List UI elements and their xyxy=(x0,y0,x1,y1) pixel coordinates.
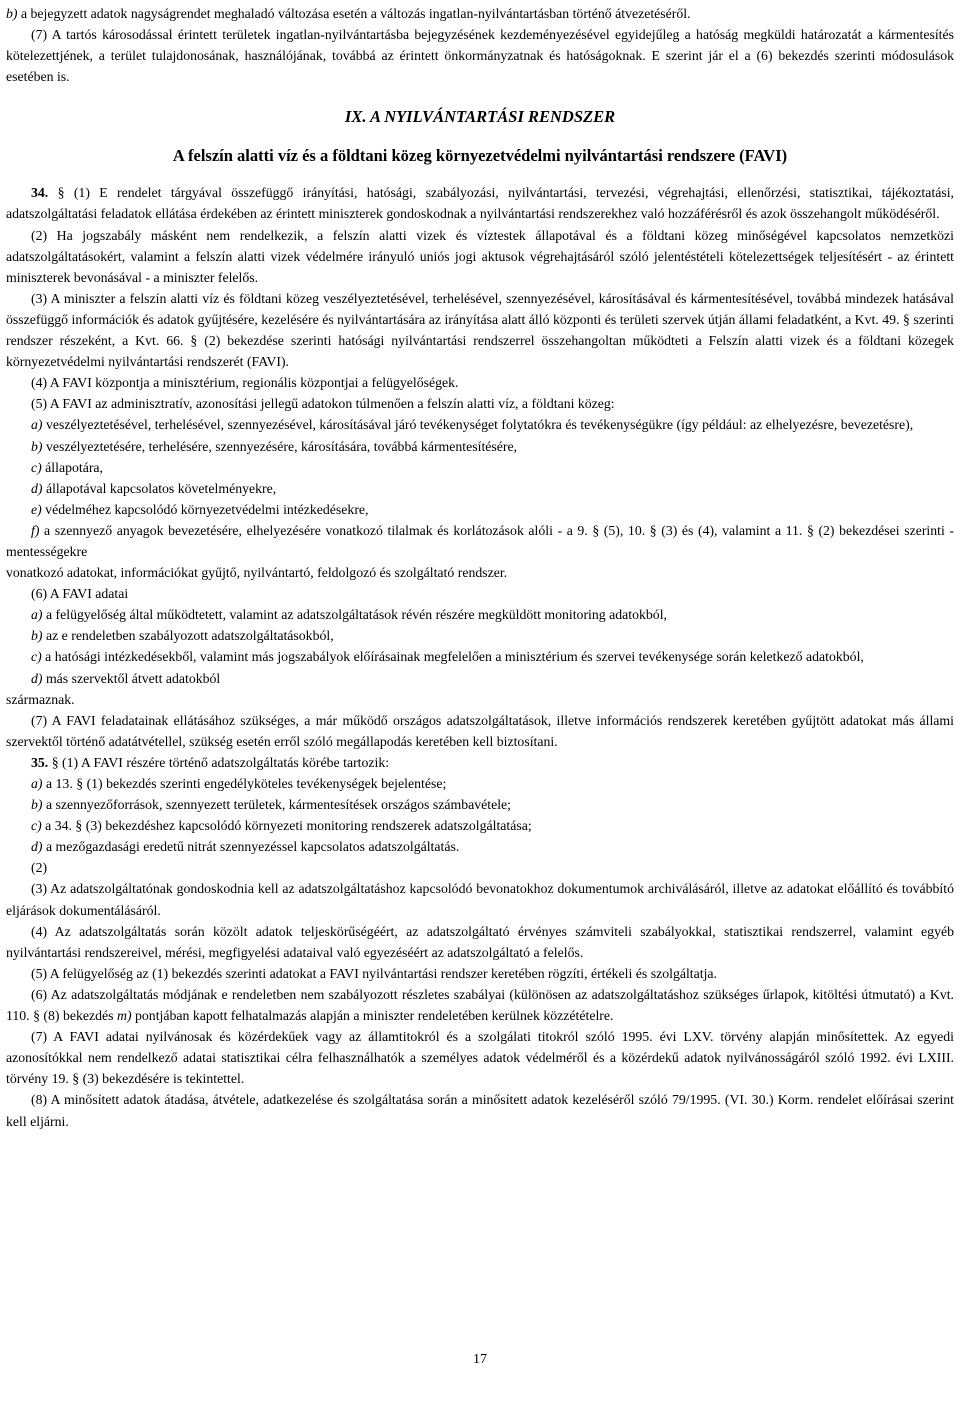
section-35-paragraph-5: (5) A felügyelőség az (1) bekezdés szerinti adatokat a FAVI nyilvántartási rendszer keretében rögzíti, értékeli és szolgáltatja. xyxy=(31,965,717,981)
list-label: e) xyxy=(31,501,42,517)
paragraph-tail: származnak. xyxy=(6,691,75,707)
section-34-paragraph-4: (4) A FAVI központja a minisztérium, regionális központjai a felügyelőségek. xyxy=(31,375,459,391)
list-item-a xyxy=(6,414,954,435)
list-text: a hatósági intézkedésekből, valamint más jogszabályok előírásainak megfelelően a minisztérium és szervei tevékenysége során keletkező adatokból, xyxy=(41,649,864,665)
list-text: állapotára, xyxy=(41,459,104,475)
section-35-paragraph-7: (7) A FAVI adatai nyilvánosak és közérdekűek vagy az államtitokról és a szolgálati titokról szóló 1995. évi LXV. törvény alapján minősítettek. Az egyedi azonosítókkal nem rendelkező adatai statisztikai célra felhasználhatók a személyes adatok védelméről és a közérdekű adatok nyilvánosságáról szóló 1992. évi LXIII. törvény 19. § (3) bekezdésére is tekintettel. xyxy=(6,1029,954,1087)
section-35-paragraph-1 xyxy=(6,752,954,773)
list-label: b) xyxy=(31,438,43,454)
document-page xyxy=(6,3,954,1132)
paragraph-b xyxy=(6,3,954,24)
list-item-a xyxy=(6,773,954,794)
list-text: állapotával kapcsolatos követelményekre, xyxy=(42,480,277,496)
section-34-paragraph-5: (5) A FAVI az adminisztratív, azonosítási jellegű adatokon túlmenően a felszín alatti víz, a földtani közeg: xyxy=(31,396,615,412)
list-label: f) xyxy=(31,522,40,538)
list-label: a) xyxy=(31,776,43,791)
paragraph-7: (7) A tartós károsodással érintett területek ingatlan-nyilvántartásba bejegyzésének kezdeményezésével egyidejűleg a hatóság megküldi határozatát a kármentesítés kötelezettjének, a terület tulajdonosának, használójának, továbbá az érintett önkormányzatnak és hatóságoknak. E szerint jár el a (6) bekezdés szerinti módosulások esetében is. xyxy=(6,27,954,85)
section-35-paragraph-4: (4) Az adatszolgáltatás során közölt adatok teljeskörűségéért, az adatszolgáltató érvényes számviteli szabályokkal, statisztikai rendszerrel, valamint egyéb nyilvántartási rendszereivel, mérési, megfigyelési adataival való egyezéséért az adatszolgáltató a felelős. xyxy=(6,923,954,960)
page-number: 17 xyxy=(473,1352,487,1367)
list-label: a) xyxy=(31,417,43,433)
section-34-paragraph-1 xyxy=(6,182,954,224)
list-label: b) xyxy=(31,628,43,644)
section-number: 34. xyxy=(31,185,49,201)
list-item-d xyxy=(6,668,954,689)
paragraph-text: § (1) A FAVI részére történő adatszolgáltatás körébe tartozik: xyxy=(48,754,390,770)
list-text: veszélyeztetésére, terhelésére, szennyezésére, károsítására, továbbá kármentesítésére, xyxy=(42,438,518,454)
list-text: a mezőgazdasági eredetű nitrát szennyezéssel kapcsolatos adatszolgáltatás. xyxy=(42,839,460,855)
list-label: a) xyxy=(31,607,43,623)
list-label: c) xyxy=(31,459,42,475)
section-35-paragraph-8: (8) A minősített adatok átadása, átvétele, adatkezelése és szolgáltatása során a minősített adatok kezeléséről szóló 79/1995. (VI. 30.) Korm. rendelet előírásai szerint kell eljárni. xyxy=(6,1092,954,1129)
list-item-d xyxy=(6,478,954,499)
list-label: b) xyxy=(6,6,18,21)
paragraph-text: § (1) E rendelet tárgyával összefüggő irányítási, hatósági, szabályozási, nyilvántartási, tervezési, végrehajtási, ellenőrzési, statisztikai, tájékoztatási, adatszolgáltatási feladatok ellátása érdekében az érintett miniszterek gondoskodnak a nyilvántartási rendszerekhez való hozzáférésről és azok összehangolt működéséről. xyxy=(6,185,954,222)
section-34-paragraph-3: (3) A miniszter a felszín alatti víz és földtani közeg veszélyeztetésével, terhelésével, szennyezésével, károsításával és kármentesítésével, továbbá mindezek hatásával összefüggő információk és adatok gyűjtésére, kezelésére és nyilvántartására az irányítása alatt álló központi és területi szervek útján állami feladatként, a Kvt. 49. § szerinti rendszer részeként, a Kvt. 66. § (2) bekezdése szerinti hatósági nyilvántartási rendszerrel összehangoltan működteti a Felszín alatti vizek és a földtani közegek környezetvédelmi nyilvántartási rendszerét (FAVI). xyxy=(6,290,954,370)
section-34-paragraph-7: (7) A FAVI feladatainak ellátásához szükséges, a már működő országos adatszolgáltatások, illetve információs rendszerek keretében gyűjtött adatokat más állami szervektől történő adatátvétellel, szükség esetén erről szóló megállapodás keretében kell biztosítani. xyxy=(6,712,954,749)
section-35-paragraph-6 xyxy=(6,984,954,1026)
section-35-paragraph-3: (3) Az adatszolgáltatónak gondoskodnia kell az adatszolgáltatáshoz kapcsolódó bevonatokhoz dokumentumok archiválásáról, illetve az adatokat előállító és továbbító eljárások dokumentálásáról. xyxy=(6,881,954,918)
list-text: a szennyezőforrások, szennyezett területek, kármentesítések országos számbavétele; xyxy=(42,797,512,813)
list-item-c xyxy=(6,646,954,667)
paragraph-text: pontjában kapott felhatalmazás alapján a miniszter rendeletében kerülnek közzétételre. xyxy=(131,1008,614,1024)
list-text: veszélyeztetésével, terhelésével, szennyezésével, károsításával járó tevékenységet folytatókra és tevékenységükre (így például: az elhelyezésre, bevezetésre), xyxy=(42,417,914,433)
list-text: más szervektől átvett adatokból xyxy=(42,670,221,686)
list-item-b xyxy=(6,794,954,815)
list-item-b xyxy=(6,625,954,646)
point-label: m) xyxy=(116,1008,132,1024)
section-number: 35. xyxy=(31,754,49,770)
list-label: d) xyxy=(31,480,43,496)
list-item-d xyxy=(6,836,954,857)
list-text: a felügyelőség által működtetett, valamint az adatszolgáltatások révén részére megküldött monitoring adatokból, xyxy=(42,607,667,623)
list-item-f xyxy=(6,520,954,562)
paragraph-text: a bejegyzett adatok nagyságrendet meghaladó változása esetén a változás ingatlan-nyilvántartásban történő átvezetéséről. xyxy=(17,6,691,21)
list-text: a 13. § (1) bekezdés szerinti engedélyköteles tevékenységek bejelentése; xyxy=(42,776,447,791)
list-label: c) xyxy=(31,818,42,834)
list-item-e xyxy=(6,499,954,520)
list-label: d) xyxy=(31,839,43,855)
section-34-paragraph-6: (6) A FAVI adatai xyxy=(31,586,129,602)
chapter-subtitle: A felszín alatti víz és a földtani közeg környezetvédelmi nyilvántartási rendszere (FAVI) xyxy=(172,146,788,166)
section-35-paragraph-2: (2) xyxy=(31,860,48,876)
section-34-paragraph-2: (2) Ha jogszabály másként nem rendelkezik, a felszín alatti vizek és víztestek állapotával és a földtani közeg minőségével kapcsolatos nemzetközi adatszolgáltatásokért, valamint a felszín alatti vizek védelmére irányuló uniós jogi aktusok végrehajtásáról szóló jelentéstételi kötelezettségek teljesítésért - az érintett miniszterek bevonásával - a miniszter felelős. xyxy=(6,227,954,285)
list-item-a xyxy=(6,604,954,625)
list-item-c xyxy=(6,815,954,836)
paragraph-text: (6) Az adatszolgáltatás módjának e rendeletben nem szabályozott részletes szabályai (különösen az adatszolgáltatáshoz szükséges űrlapok, kitöltési útmutató) a Kvt. 110. § (8) bekezdés xyxy=(6,986,954,1024)
chapter-title: IX. A NYILVÁNTARTÁSI RENDSZER xyxy=(344,107,616,127)
list-label: c) xyxy=(31,649,42,665)
paragraph-tail: vonatkozó adatokat, információkat gyűjtő, nyilvántartó, feldolgozó és szolgáltató rendszer. xyxy=(6,565,508,581)
list-item-c xyxy=(6,457,954,478)
list-text: védelméhez kapcsolódó környezetvédelmi intézkedésekre, xyxy=(41,501,369,517)
list-item-b xyxy=(6,436,954,457)
list-text: az e rendeletben szabályozott adatszolgáltatásokból, xyxy=(42,628,334,644)
list-text: a szennyező anyagok bevezetésére, elhelyezésére vonatkozó tilalmak és korlátozások alóli - a 9. § (5), 10. § (3) és (4), valamint a 11. § (2) bekezdései szerinti - mentességekre xyxy=(6,522,954,559)
list-text: a 34. § (3) bekezdéshez kapcsolódó környezeti monitoring rendszerek adatszolgáltatása; xyxy=(41,818,532,834)
list-label: b) xyxy=(31,797,43,813)
list-label: d) xyxy=(31,670,43,686)
